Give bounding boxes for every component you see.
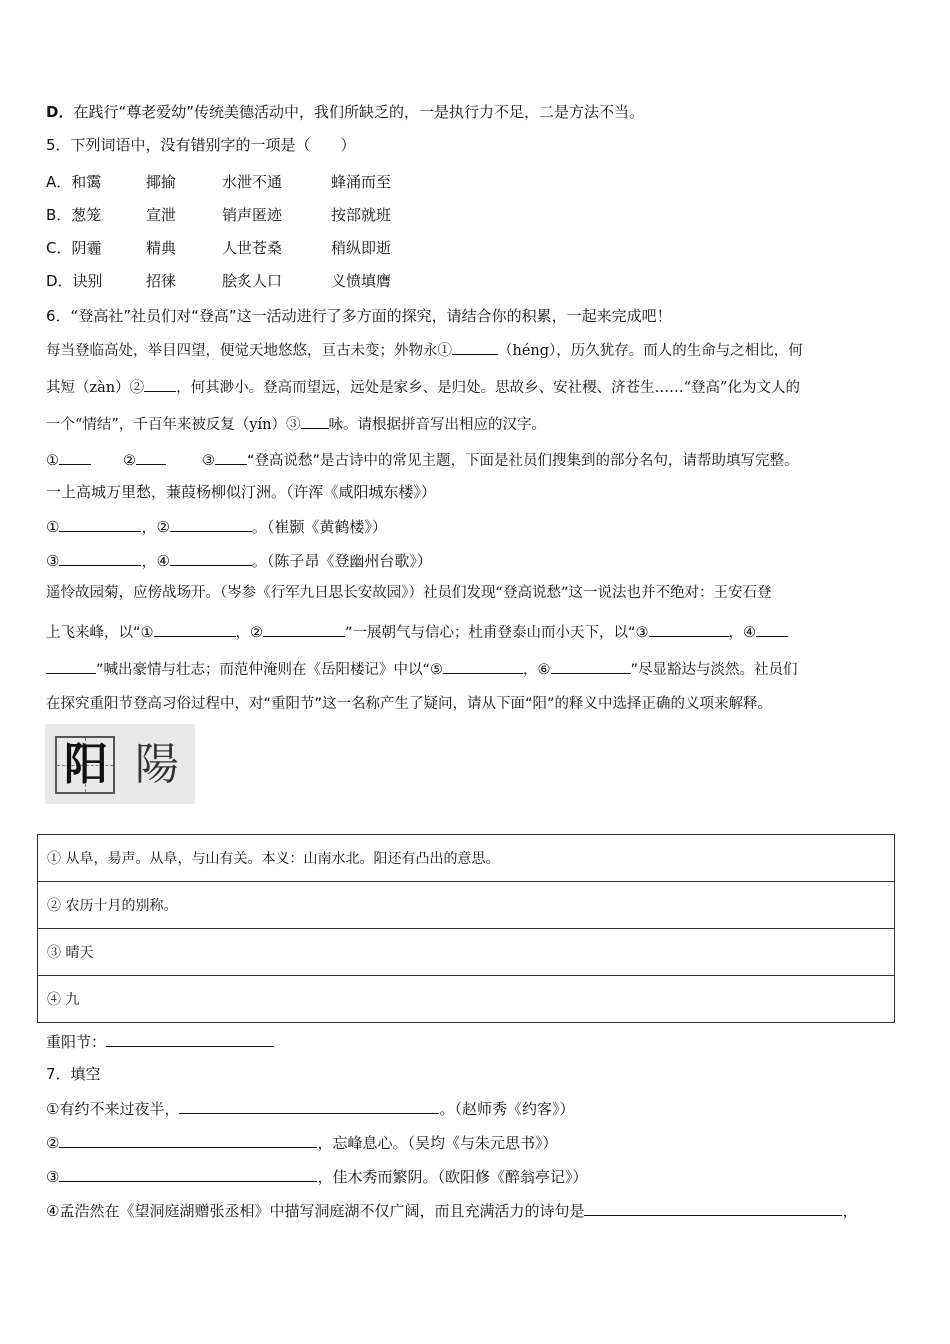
answer-blank[interactable] [649,620,729,637]
option-cell: 义愤填膺 [331,272,392,290]
option-cell: 人世苍桑 [222,239,283,257]
answer-blank[interactable] [59,1165,317,1182]
definition-cell: ② 农历十月的别称。 [38,882,895,929]
answer-blank[interactable] [551,657,631,674]
chongyang-answer-line [46,1030,274,1052]
blank-marker: ③ [202,453,215,469]
passage-text: ”喊出豪情与壮志；而范仲淹则在《岳阳楼记》中以“⑤ [96,662,444,678]
yang-modern-glyph: 阳 [64,739,108,790]
answer-blank[interactable] [756,620,788,637]
q5-option-a [46,172,391,192]
blank-marker: ② [123,453,136,469]
answer-blank-3[interactable] [215,448,247,465]
passage-text: 一个“情结”，千百年来被反复（yín）③ [46,417,301,433]
passage-text: ， [141,552,157,570]
option-cell: 脍炙人口 [222,272,283,290]
passage-text: ② [46,1134,60,1152]
option-cell: 揶揄 [146,173,177,191]
q6-passage-line-3 [46,412,546,435]
passage-text: ，⑥ [523,662,551,678]
passage-text: 其短（zàn）② [46,380,145,396]
q5-option-c [46,238,391,258]
passage-text: 。（赵师秀《约客》） [439,1100,575,1118]
option-cell: 蜂涌而至 [331,173,392,191]
q5-option-d [46,271,391,291]
option-cell: B．葱笼 [46,206,102,224]
yang-traditional-glyph: 陽 [135,739,179,790]
option-cell: D．诀别 [46,272,103,290]
answer-blank[interactable] [584,1199,842,1216]
passage-text: ③ [46,1168,60,1186]
passage-text: 。（崔颢《黄鹤楼》） [251,518,387,536]
table-row [38,929,895,976]
option-cell: 按部就班 [331,206,392,224]
answer-blank[interactable] [154,620,236,637]
answer-label: 重阳节： [46,1033,107,1051]
option-cell: C．阴霾 [46,239,102,257]
blank-marker: ① [46,518,60,536]
q6-stem: 6．“登高社”社员们对“登高”这一活动进行了多方面的探究，请结合你的积累，一起来完成吧！ [46,307,672,325]
passage-text: 每当登临高处，举目四望，便觉天地悠悠，亘古未变；外物永① [46,343,452,359]
q7-item-2 [46,1131,557,1153]
passage-text: ”尽显豁达与淡然。社员们 [630,662,798,678]
q6-text-line-8: 遥怜故园菊，应傍战场开。（岑参《行军九日思长安故园》）社员们发现“登高说愁”这一说法也并不绝对：王安石登 [46,585,772,601]
q6-blanks-line [46,448,799,471]
q6-poem-line: 一上高城万里愁，蒹葭杨柳似汀洲。（许浑《咸阳城东楼》） [46,483,437,501]
definition-cell: ④ 九 [38,976,895,1023]
passage-text: ”一展朝气与信心；杜甫登泰山而小天下，以“③ [345,625,649,641]
blank-marker: ④ [156,552,170,570]
q6-passage-line-2 [46,375,800,398]
blank-marker: ③ [46,552,60,570]
answer-blank[interactable] [170,549,252,566]
answer-blank[interactable] [46,657,96,674]
passage-text: ④孟浩然在《望洞庭湖赠张丞相》中描写洞庭湖不仅广阔，而且充满活力的诗句是 [46,1202,585,1220]
yang-definitions-table [37,834,895,1023]
answer-blank[interactable] [106,1030,274,1047]
definition-cell: ③ 晴天 [38,929,895,976]
answer-blank[interactable] [179,1097,439,1114]
q6-passage-line-1 [46,338,803,361]
passage-text: 咏。请根据拼音写出相应的汉字。 [328,417,546,433]
q4-option-d-label: D． [46,103,74,121]
passage-text: 。（陈子昂《登幽州台歌》） [251,552,432,570]
q4-option-d-text: 在践行“尊老爱幼”传统美德活动中，我们所缺乏的，一是执行力不足，二是方法不当。 [73,103,644,121]
answer-blank-1[interactable] [59,448,91,465]
q5-option-b [46,205,391,225]
answer-blank[interactable] [170,515,252,532]
q6-fill-row-2 [46,549,432,571]
q7-item-4 [46,1199,857,1221]
q7-item-1 [46,1097,574,1119]
passage-text: （héng），历久犹存。而人的生命与之相比，何 [498,343,803,359]
q6-text-line-11: 在探究重阳节登高习俗过程中，对“重阳节”这一名称产生了疑问，请从下面“阳”的释义中选择正确的义项来解释。 [46,696,773,712]
table-row [38,976,895,1023]
answer-blank[interactable] [59,1131,317,1148]
q7-stem: 7．填空 [46,1065,101,1083]
answer-blank[interactable] [59,515,141,532]
answer-blank-2[interactable] [136,448,166,465]
passage-text: 上飞来峰，以“① [46,625,154,641]
blank-marker: ② [156,518,170,536]
yang-character-image [45,724,195,804]
passage-text: ，忘峰息心。（吴均《与朱元思书》） [317,1134,558,1152]
option-cell: 稍纵即逝 [331,239,392,257]
passage-text: ，佳木秀而繁阴。（欧阳修《醉翁亭记》） [317,1168,588,1186]
answer-blank[interactable] [443,657,523,674]
q6-text-line-9 [46,620,788,643]
option-cell: 水泄不通 [222,173,283,191]
passage-text: ，② [235,625,264,641]
q6-text-line-10 [46,657,798,680]
q6-fill-row-1 [46,515,387,537]
blank-yin[interactable] [301,412,329,429]
option-cell: 宣泄 [146,206,177,224]
answer-blank[interactable] [263,620,345,637]
table-row [38,882,895,929]
passage-text: “登高说愁”是古诗中的常见主题，下面是社员们搜集到的部分名句，请帮助填写完整。 [247,453,799,469]
option-cell: 招徕 [146,272,177,290]
table-row [38,835,895,882]
q4-option-d [46,102,644,122]
q7-item-3 [46,1165,587,1187]
passage-text: ①有约不来过夜半， [46,1100,180,1118]
q5-stem: 5．下列词语中，没有错别字的一项是（ ） [46,136,356,154]
passage-text: ， [141,518,157,536]
option-cell: 销声匿迹 [222,206,283,224]
passage-text: ，④ [728,625,757,641]
definition-cell: ① 从阜，昜声。从阜，与山有关。本义：山南水北。阳还有凸出的意思。 [38,835,895,882]
answer-blank[interactable] [59,549,141,566]
blank-heng[interactable] [452,338,498,355]
passage-text: ， [842,1202,858,1220]
blank-marker: ① [46,453,59,469]
option-cell: 精典 [146,239,177,257]
passage-text: ，何其渺小。登高而望远，远处是家乡、是归处。思故乡、安社稷、济苍生……“登高”化为文人的 [176,380,800,396]
blank-zan[interactable] [144,375,176,392]
option-cell: A．和霭 [46,173,102,191]
